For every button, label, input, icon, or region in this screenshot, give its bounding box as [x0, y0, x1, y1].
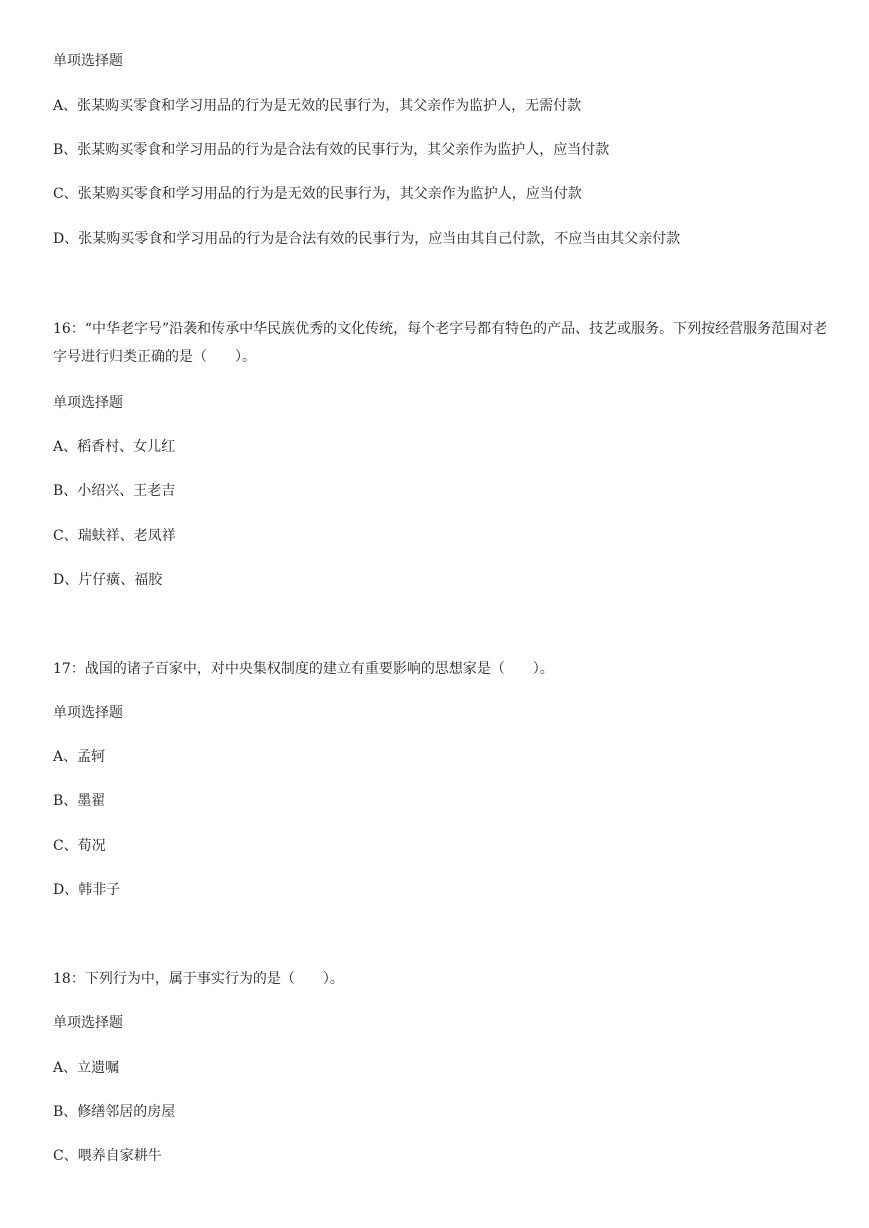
question-17-option-a[interactable]: A、孟轲 [53, 749, 106, 765]
question-16-option-b[interactable]: B、小绍兴、王老吉 [53, 483, 176, 499]
question-18-stem: 18：下列行为中，属于事实行为的是（ ）。 [53, 971, 344, 987]
question-17-type-label: 单项选择题 [53, 705, 123, 721]
question-16-option-d[interactable]: D、片仔癀、福胶 [53, 572, 163, 588]
option-c[interactable]: C、张某购买零食和学习用品的行为是无效的民事行为，其父亲作为监护人，应当付款 [53, 186, 582, 202]
question-18-type-label: 单项选择题 [53, 1015, 123, 1031]
option-a[interactable]: A、张某购买零食和学习用品的行为是无效的民事行为，其父亲作为监护人，无需付款 [53, 98, 582, 114]
question-17-option-d[interactable]: D、韩非子 [53, 882, 121, 898]
question-16-option-a[interactable]: A、稻香村、女儿红 [53, 439, 176, 455]
question-17-option-c[interactable]: C、荀况 [53, 838, 106, 854]
question-16-type-label: 单项选择题 [53, 395, 123, 411]
question-type-label: 单项选择题 [53, 53, 123, 69]
question-18-option-a[interactable]: A、立遗嘱 [53, 1060, 120, 1076]
question-18-option-c[interactable]: C、喂养自家耕牛 [53, 1148, 162, 1164]
question-18-option-b[interactable]: B、修缮邻居的房屋 [53, 1104, 176, 1120]
option-b[interactable]: B、张某购买零食和学习用品的行为是合法有效的民事行为，其父亲作为监护人，应当付款 [53, 142, 610, 158]
question-16-option-c[interactable]: C、瑞蚨祥、老凤祥 [53, 528, 176, 544]
question-16-stem: 16：“中华老字号”沿袭和传承中华民族优秀的文化传统，每个老字号都有特色的产品、技艺或服务。下列按经营服务范围对老字号进行归类正确的是（ ）。 [53, 321, 828, 365]
option-d[interactable]: D、张某购买零食和学习用品的行为是合法有效的民事行为，应当由其自己付款，不应当由其父亲付款 [53, 231, 681, 247]
question-17-option-b[interactable]: B、墨翟 [53, 793, 106, 809]
question-17-stem: 17：战国的诸子百家中，对中央集权制度的建立有重要影响的思想家是（ ）。 [53, 661, 554, 677]
